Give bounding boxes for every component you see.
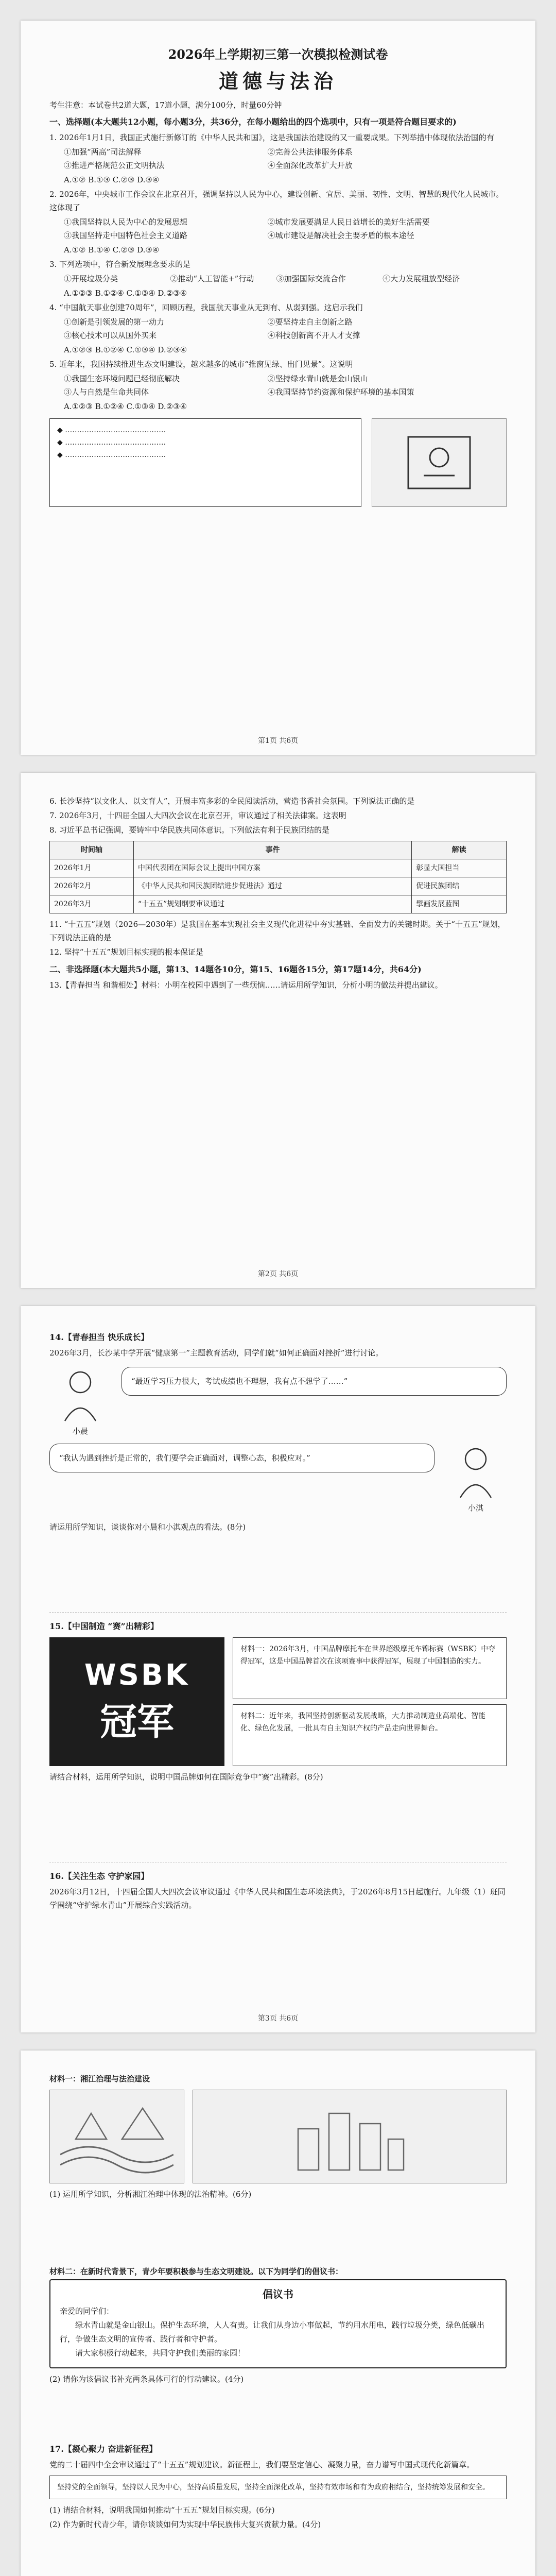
- table-row: [50, 859, 507, 877]
- question-intro: 2026年3月，长沙某中学开展“健康第一”主题教育活动，同学们就“如何正确面对挫折”进行讨论。: [49, 1348, 384, 1358]
- option: ③加强国际交流合作: [276, 274, 346, 283]
- materials-column: [233, 1637, 507, 1766]
- material-line: ◆ ……………………………………: [57, 451, 166, 459]
- question-block: [49, 258, 507, 300]
- option: ③人与自然是生命共同体: [64, 387, 149, 397]
- option: ①开展垃圾分类: [64, 274, 118, 283]
- option: ③核心技术可以从国外买来: [64, 331, 157, 340]
- table-cell: 2026年3月: [50, 895, 134, 913]
- dialogue-row: [49, 1444, 507, 1513]
- question-stem: 7. 2026年3月，十四届全国人大四次会议在北京召开，审议通过了相关法律案。这表明: [49, 811, 346, 820]
- option: ②城市发展要满足人民日益增长的美好生活需要: [267, 217, 430, 227]
- question-stem: 6. 长沙坚持“以文化人、以文育人”，开展丰富多彩的全民阅读活动，营造书香社会氛围。下列说法正确的是: [49, 796, 415, 806]
- part2-heading: 二、非选择题(本大题共5小题，第13、14题各10分，第15、16题各15分，第17题14分，共64分): [49, 964, 422, 974]
- figure-row: [49, 418, 507, 507]
- option: ②完善公共法律服务体系: [267, 147, 353, 157]
- character-left: [49, 1367, 111, 1436]
- question-options: [64, 315, 507, 342]
- page-footer: 第2页 共6页: [257, 1270, 299, 1278]
- table-header-row: [50, 841, 507, 859]
- option: ①我国生态环境问题已经彻底解决: [64, 374, 180, 383]
- option: ③我国坚持走中国特色社会主义道路: [64, 231, 188, 240]
- student-figure-icon: [57, 1367, 103, 1423]
- table-header: 事件: [133, 841, 411, 859]
- material-label: 材料二：在新时代背景下，青少年要积极参与生态文明建设。以下为同学们的倡议书：: [49, 2267, 343, 2276]
- poster-title: 倡议书: [263, 2288, 293, 2300]
- table-cell: 《中华人民共和国民族团结进步促进法》通过: [133, 877, 411, 895]
- timeline-table: [49, 841, 507, 913]
- exam-page-4: [21, 2050, 535, 2576]
- table-cell: 2026年2月: [50, 877, 134, 895]
- cartoon-image: [372, 418, 507, 507]
- question-stem: 11. “十五五”规划（2026—2030年）是我国在基本实现社会主义现代化进程中夯实基础、全面发力的关键时期。关于“十五五”规划，下列说法正确的是: [49, 920, 506, 942]
- option: ③推进严格规范公正文明执法: [64, 161, 165, 170]
- material-line: ◆ ……………………………………: [57, 438, 166, 447]
- option: ④大力发展粗放型经济: [383, 274, 460, 283]
- material-box: [49, 418, 361, 507]
- character-name: 小晨: [72, 1427, 88, 1436]
- question-stem: 3. 下列选项中，符合新发展理念要求的是: [49, 260, 191, 269]
- option: ①创新是引领发展的第一动力: [64, 317, 165, 327]
- wsbk-logo-text: WSBK: [84, 1658, 190, 1692]
- poster-line: 绿水青山就是金山银山。保护生态环境，人人有责。让我们从身边小事做起，节约用水用电，践行垃圾分类，绿色低碳出行，争做生态文明的宣传者、践行者和守护者。: [60, 2320, 485, 2344]
- question-stem: 5. 近年来，我国持续推进生态文明建设，越来越多的城市“推窗见绿、出门见景”。这说明: [49, 360, 353, 369]
- question-options: [64, 372, 507, 399]
- poster-line: 请大家积极行动起来，共同守护我们美丽的家园！: [75, 2348, 246, 2358]
- exam-page-2: [21, 773, 535, 1288]
- question-intro: 党的二十届四中全会审议通过了“十五五”规划建议。新征程上，我们要坚定信心、凝聚力量，奋力谱写中国式现代化新篇章。: [49, 2460, 475, 2469]
- exam-subject: 道德与法治: [218, 70, 337, 93]
- river-icon: [60, 2098, 173, 2175]
- option: ④我国坚持节约资源和保护环境的基本国策: [267, 387, 414, 397]
- question-options: [64, 145, 507, 172]
- table-cell: 中国代表团在国际会议上提出中国方案: [133, 859, 411, 877]
- answer-space: [49, 1535, 507, 1613]
- figure-row: [49, 2090, 507, 2183]
- question-stem: 4. “中国航天事业创建70周年”，回顾历程，我国航天事业从无到有、从弱到强。这启示我们: [49, 303, 363, 312]
- question-ask: (1) 运用所学知识，分析湘江治理中体现的法治精神。(6分): [49, 2190, 252, 2199]
- table-cell: 2026年1月: [50, 859, 134, 877]
- question-block: [49, 188, 507, 257]
- material-box: 材料一：2026年3月，中国品牌摩托车在世界超级摩托车锦标赛（WSBK）中夺得冠军，这是中国品牌首次在该项赛事中获得冠军，展现了中国制造的实力。: [233, 1637, 507, 1699]
- question-block: [49, 131, 507, 187]
- answer-space: [49, 2387, 507, 2438]
- answer-choices: A.①②③ B.①②④ C.①③④ D.②③④: [64, 402, 187, 411]
- poster-line: 亲爱的同学们：: [60, 2307, 114, 2316]
- page-footer: 第1页 共6页: [257, 737, 299, 745]
- option: ④全面深化改革扩大开放: [267, 161, 353, 170]
- page-footer: 第3页 共6页: [257, 2014, 299, 2023]
- exam-title: 2026年上学期初三第一次模拟检测试卷: [168, 47, 388, 62]
- speech-bubble-right: “我认为遇到挫折是正常的，我们要学会正确面对，调整心态，积极应对。”: [49, 1444, 435, 1472]
- question-options: [64, 272, 507, 285]
- table-row: [50, 895, 507, 913]
- answer-space: [49, 1785, 507, 1862]
- champion-text: 冠军: [99, 1700, 174, 1743]
- cartoon-icon: [388, 427, 491, 499]
- table-cell: 促进民族团结: [412, 877, 507, 895]
- question-ask: 请运用所学知识，谈谈你对小晨和小淇观点的看法。(8分): [49, 1522, 246, 1532]
- question-title: 17.【凝心聚力 奋进新征程】: [49, 2444, 158, 2454]
- dialogue-row: [49, 1367, 507, 1436]
- table-header: 时间轴: [50, 841, 134, 859]
- figure-row: [49, 1637, 507, 1766]
- student-figure-icon: [453, 1444, 499, 1500]
- question-answers: [64, 286, 507, 300]
- answer-choices: A.①②③ B.①②④ C.①③④ D.②③④: [64, 289, 187, 298]
- question-stem: 1. 2026年1月1日，我国正式施行新修订的《中华人民共和国》，这是我国法治建设的又一重要成果。下列举措中体现依法治国的有: [49, 133, 494, 142]
- option: ①加强“两高”司法解释: [64, 147, 142, 157]
- answer-choices: A.①② B.①③ C.②③ D.③④: [64, 175, 160, 184]
- exam-page-3: [21, 1306, 535, 2032]
- question-block: [49, 301, 507, 357]
- answer-space: [49, 2202, 507, 2264]
- river-photo: [49, 2090, 184, 2183]
- speech-bubble-left: “最近学习压力很大，考试成绩也不理想，我有点不想学了……”: [121, 1367, 507, 1396]
- answer-choices: A.①②③ B.①②④ C.①③④ D.②③④: [64, 345, 187, 354]
- table-cell: 擘画发展蓝图: [412, 895, 507, 913]
- question-answers: [64, 173, 507, 187]
- question-ask: (2) 请你为该倡议书补充两条具体可行的行动建议。(4分): [49, 2375, 244, 2384]
- proposal-poster: [49, 2279, 507, 2368]
- question-answers: [64, 400, 507, 413]
- option: ④城市建设是解决社会主要矛盾的根本途径: [267, 231, 414, 240]
- question-ask: 请结合材料，运用所学知识，说明中国品牌如何在国际竞争中“赛”出精彩。(8分): [49, 1772, 323, 1782]
- question-answers: [64, 343, 507, 357]
- city-photo: [193, 2090, 507, 2183]
- character-right: [445, 1444, 507, 1513]
- question-title: 16.【关注生态 守护家园】: [49, 1871, 149, 1881]
- question-block: [49, 358, 507, 413]
- option: ②要坚持走自主创新之路: [267, 317, 353, 327]
- option: ②坚持绿水青山就是金山银山: [267, 374, 368, 383]
- table-row: [50, 877, 507, 895]
- option: ①我国坚持以人民为中心的发展思想: [64, 217, 188, 227]
- option: ②推动“人工智能+”行动: [170, 274, 254, 283]
- question-title: 15.【中国制造 “赛”出精彩】: [49, 1621, 159, 1631]
- question-answers: [64, 243, 507, 257]
- wsbk-poster: [49, 1637, 224, 1766]
- question-intro: 2026年3月12日，十四届全国人大四次会议审议通过《中华人民共和国生态环境法典》，于2026年8月15日起施行。九年级（1）班同学围绕“守护绿水青山”开展综合实践活动。: [49, 1887, 506, 1910]
- question-stem: 8. 习近平总书记强调，要铸牢中华民族共同体意识。下列做法有利于民族团结的是: [49, 825, 330, 835]
- question-ask: (1) 请结合材料，说明我国如何推动“十五五”规划目标实现。(6分): [49, 2505, 275, 2515]
- table-cell: 彰显大国担当: [412, 859, 507, 877]
- material-line: ◆ ……………………………………: [57, 426, 166, 434]
- question-stem: 12. 坚持“十五五”规划目标实现的根本保证是: [49, 947, 203, 957]
- table-header: 解读: [412, 841, 507, 859]
- answer-choices: A.①② B.①④ C.②③ D.③④: [64, 245, 160, 255]
- question-stem: 2. 2026年，中央城市工作会议在北京召开，强调坚持以人民为中心，建设创新、宜居、美丽、韧性、文明、智慧的现代化人民城市。这体现了: [49, 190, 504, 212]
- question-options: [64, 215, 507, 242]
- table-cell: “十五五”规划纲要审议通过: [133, 895, 411, 913]
- question-ask: (2) 作为新时代青少年，请你谈谈如何为实现中华民族伟大复兴贡献力量。(4分): [49, 2520, 321, 2529]
- question-stem: 13.【青春担当 和谐相处】材料：小明在校园中遇到了一些烦恼……请运用所学知识，分析小明的做法并提出建议。: [49, 980, 443, 990]
- city-icon: [288, 2098, 411, 2175]
- material-box: 坚持党的全面领导，坚持以人民为中心，坚持高质量发展，坚持全面深化改革，坚持有效市场和有为政府相结合，坚持统筹发展和安全。: [49, 2476, 507, 2499]
- part1-heading: 一、选择题(本大题共12小题，每小题3分，共36分，在每小题给出的四个选项中，只有一项是符合题目要求的): [49, 117, 457, 127]
- exam-note: 考生注意：本试卷共2道大题，17道小题，满分100分，时量60分钟: [49, 100, 282, 110]
- exam-page-1: [21, 21, 535, 755]
- material-box: 材料二：近年来，我国坚持创新驱动发展战略，大力推动制造业高端化、智能化、绿色化发展，一批具有自主知识产权的产品走向世界舞台。: [233, 1704, 507, 1766]
- character-name: 小淇: [467, 1503, 483, 1513]
- material-label: 材料一：湘江治理与法治建设: [49, 2074, 150, 2083]
- question-title: 14.【青春担当 快乐成长】: [49, 1332, 149, 1342]
- option: ④科技创新离不开人才支撑: [267, 331, 360, 340]
